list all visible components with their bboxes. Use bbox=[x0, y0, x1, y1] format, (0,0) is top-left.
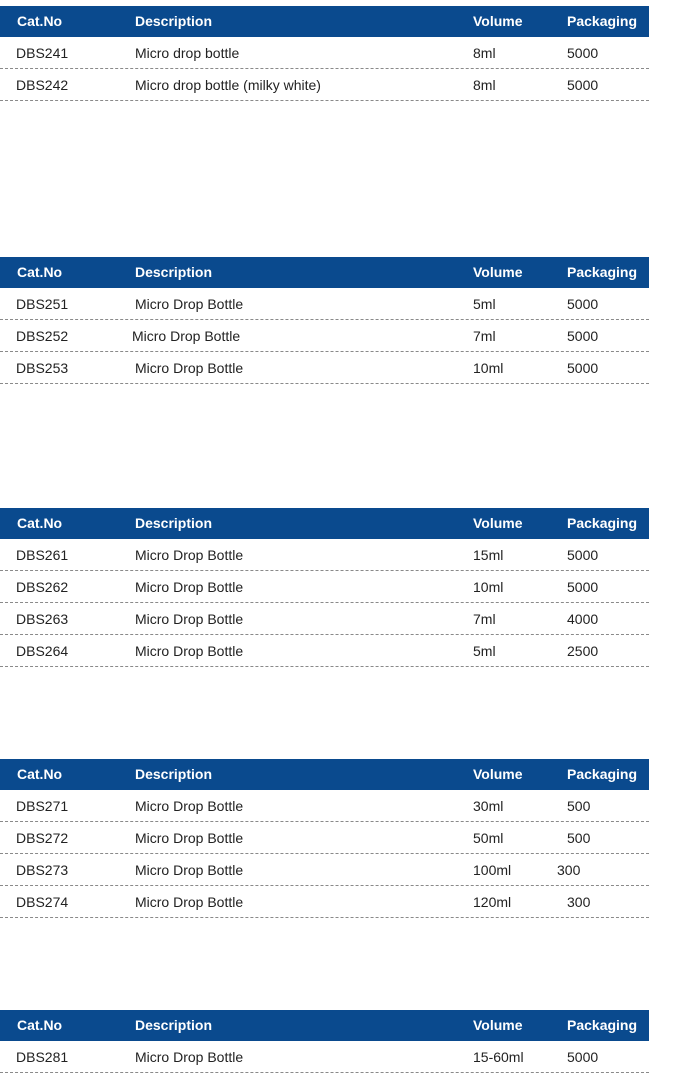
header-packaging: Packaging bbox=[567, 1017, 638, 1033]
header-cat-no: Cat.No bbox=[17, 766, 63, 782]
cell-packaging: 500 bbox=[567, 798, 591, 814]
cell-volume: 100ml bbox=[473, 862, 512, 878]
cell-volume: 5ml bbox=[473, 296, 496, 312]
cell-description: Micro Drop Bottle bbox=[135, 894, 244, 910]
cell-packaging: 5000 bbox=[567, 77, 599, 93]
cell-cat-no: DBS273 bbox=[16, 862, 69, 878]
cell-cat-no: DBS261 bbox=[16, 547, 69, 563]
cell-volume: 7ml bbox=[473, 328, 496, 344]
table-row bbox=[0, 854, 649, 886]
cell-description: Micro Drop Bottle bbox=[135, 643, 244, 659]
cell-packaging: 500 bbox=[567, 830, 591, 846]
cell-cat-no: DBS262 bbox=[16, 579, 69, 595]
table-row bbox=[0, 69, 649, 101]
cell-packaging: 300 bbox=[567, 894, 591, 910]
cell-cat-no: DBS242 bbox=[16, 77, 69, 93]
cell-description: Micro drop bottle (milky white) bbox=[135, 77, 321, 93]
table-row bbox=[0, 288, 649, 320]
cell-volume: 10ml bbox=[473, 579, 504, 595]
header-cat-no: Cat.No bbox=[17, 515, 63, 531]
cell-volume: 50ml bbox=[473, 830, 504, 846]
cell-volume: 5ml bbox=[473, 643, 496, 659]
cell-description: Micro Drop Bottle bbox=[135, 798, 244, 814]
header-description: Description bbox=[135, 766, 213, 782]
header-volume: Volume bbox=[473, 1017, 523, 1033]
cell-cat-no: DBS241 bbox=[16, 45, 69, 61]
cell-description: Micro Drop Bottle bbox=[135, 862, 244, 878]
table-header bbox=[0, 508, 649, 539]
cell-packaging: 5000 bbox=[567, 45, 599, 61]
product-table bbox=[0, 508, 649, 667]
cell-packaging: 5000 bbox=[567, 579, 599, 595]
table-header bbox=[0, 759, 649, 790]
table-row bbox=[0, 352, 649, 384]
table-row bbox=[0, 539, 649, 571]
cell-cat-no: DBS251 bbox=[16, 296, 69, 312]
cell-volume: 10ml bbox=[473, 360, 504, 376]
header-packaging: Packaging bbox=[567, 13, 638, 29]
table-row bbox=[0, 790, 649, 822]
cell-description: Micro Drop Bottle bbox=[135, 830, 244, 846]
table-row bbox=[0, 571, 649, 603]
cell-cat-no: DBS252 bbox=[16, 328, 69, 344]
table-row bbox=[0, 1041, 649, 1073]
table-row bbox=[0, 886, 649, 918]
cell-volume: 15ml bbox=[473, 547, 504, 563]
cell-description: Micro Drop Bottle bbox=[135, 547, 244, 563]
header-description: Description bbox=[135, 515, 213, 531]
header-cat-no: Cat.No bbox=[17, 1017, 63, 1033]
cell-packaging: 5000 bbox=[567, 1049, 599, 1065]
table-row bbox=[0, 635, 649, 667]
cell-cat-no: DBS274 bbox=[16, 894, 69, 910]
cell-packaging: 300 bbox=[557, 862, 581, 878]
product-table bbox=[0, 759, 649, 918]
header-cat-no: Cat.No bbox=[17, 13, 63, 29]
header-description: Description bbox=[135, 13, 213, 29]
header-description: Description bbox=[135, 264, 213, 280]
cell-cat-no: DBS264 bbox=[16, 643, 69, 659]
table-header bbox=[0, 257, 649, 288]
header-cat-no: Cat.No bbox=[17, 264, 63, 280]
cell-packaging: 4000 bbox=[567, 611, 599, 627]
cell-packaging: 5000 bbox=[567, 547, 599, 563]
table-row bbox=[0, 37, 649, 69]
cell-packaging: 2500 bbox=[567, 643, 599, 659]
header-description: Description bbox=[135, 1017, 213, 1033]
header-volume: Volume bbox=[473, 766, 523, 782]
cell-cat-no: DBS271 bbox=[16, 798, 69, 814]
cell-description: Micro Drop Bottle bbox=[135, 579, 244, 595]
cell-packaging: 5000 bbox=[567, 296, 599, 312]
cell-cat-no: DBS253 bbox=[16, 360, 69, 376]
cell-volume: 8ml bbox=[473, 77, 496, 93]
product-table bbox=[0, 1010, 649, 1073]
cell-packaging: 5000 bbox=[567, 360, 599, 376]
cell-cat-no: DBS281 bbox=[16, 1049, 69, 1065]
cell-volume: 15-60ml bbox=[473, 1049, 524, 1065]
cell-description: Micro Drop Bottle bbox=[135, 360, 244, 376]
header-volume: Volume bbox=[473, 515, 523, 531]
table-header bbox=[0, 1010, 649, 1041]
header-packaging: Packaging bbox=[567, 515, 638, 531]
cell-description: Micro drop bottle bbox=[135, 45, 240, 61]
cell-cat-no: DBS263 bbox=[16, 611, 69, 627]
product-table bbox=[0, 6, 649, 101]
cell-volume: 120ml bbox=[473, 894, 512, 910]
cell-description: Micro Drop Bottle bbox=[135, 1049, 244, 1065]
cell-volume: 8ml bbox=[473, 45, 496, 61]
table-row bbox=[0, 320, 649, 352]
header-volume: Volume bbox=[473, 13, 523, 29]
cell-description: Micro Drop Bottle bbox=[132, 328, 241, 344]
table-row bbox=[0, 822, 649, 854]
product-table bbox=[0, 257, 649, 384]
cell-packaging: 5000 bbox=[567, 328, 599, 344]
cell-volume: 30ml bbox=[473, 798, 504, 814]
header-packaging: Packaging bbox=[567, 766, 638, 782]
header-volume: Volume bbox=[473, 264, 523, 280]
cell-description: Micro Drop Bottle bbox=[135, 611, 244, 627]
table-row bbox=[0, 603, 649, 635]
cell-description: Micro Drop Bottle bbox=[135, 296, 244, 312]
cell-volume: 7ml bbox=[473, 611, 496, 627]
table-header bbox=[0, 6, 649, 37]
cell-cat-no: DBS272 bbox=[16, 830, 69, 846]
header-packaging: Packaging bbox=[567, 264, 638, 280]
